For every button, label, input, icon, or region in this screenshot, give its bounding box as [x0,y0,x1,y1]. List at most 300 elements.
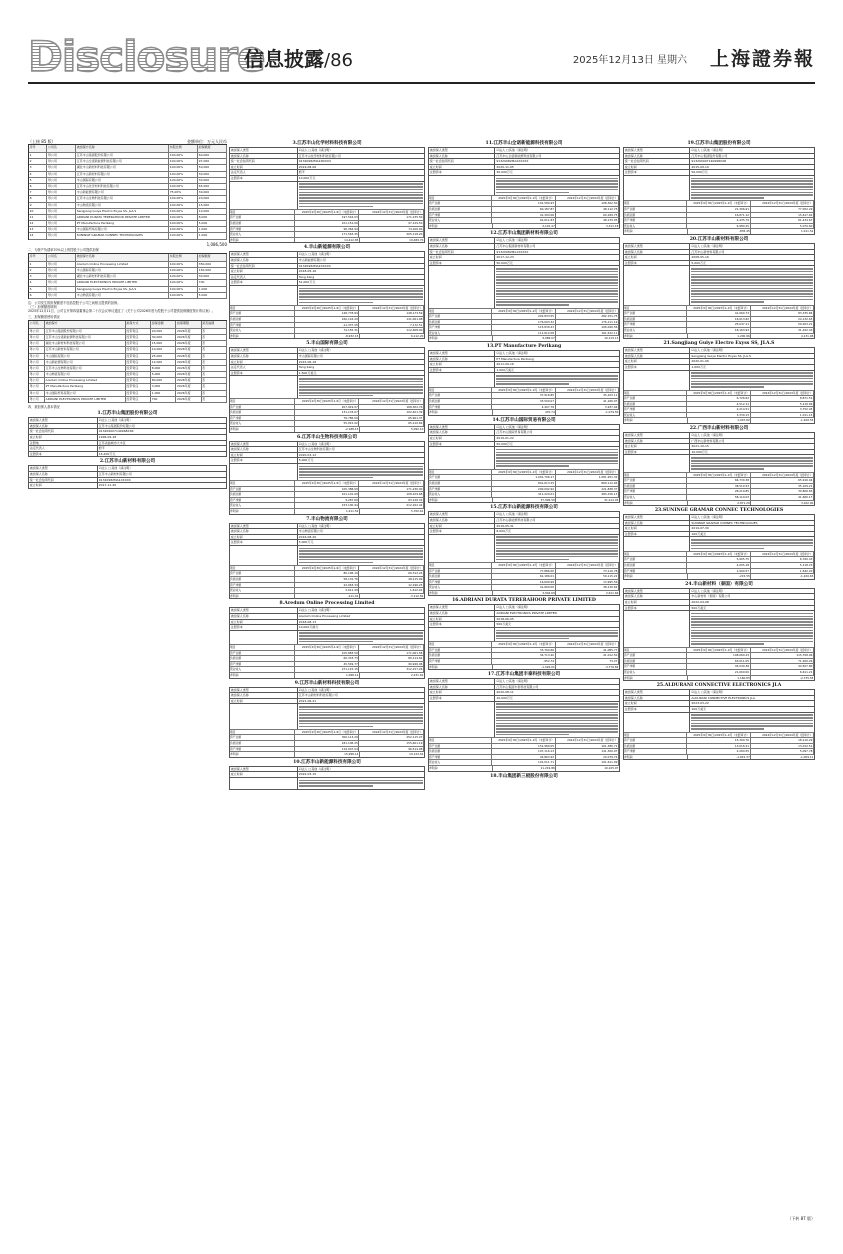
financial-cell: 5,119.06 [751,402,814,407]
financial-cell: 10,115.13 [604,336,619,341]
table-cell: 母公司 [29,341,45,346]
financial-cell: -952.74 [492,659,555,664]
financial-header-cell: 2024年12月31日/2024年度（经审计） [556,196,619,201]
table-cell: 丰山国际有限公司 [76,178,169,183]
financial-cell: 860,112.95 [556,481,619,486]
table-cell: 母公司 [47,184,76,189]
financial-header-cell: 项目 [624,733,687,738]
table-cell: 担保金额 [151,321,176,328]
table-cell: 母公司 [29,391,45,396]
info-key: 成立时间 [429,165,495,170]
financial-row [624,412,814,418]
financial-cell: 60,333.73 [295,656,360,661]
info-key [624,371,690,390]
info-value: 江苏丰山集团股份有限公司 [691,153,728,158]
financial-row [429,398,619,404]
text-line [496,268,618,270]
financial-header-cell: 2025年9月30日/2025年1-9月（未经审计） [687,733,750,738]
financial-header-cell: 2024年12月31日/2024年度（经审计） [556,388,619,393]
item-title: 4.丰山新能源有限公司 [303,245,351,251]
financial-cell: 负债总额 [429,653,492,658]
table-cell: 13 [29,227,47,232]
info-key: 注册资本 [230,371,298,376]
table-cell: 100.00% [169,209,198,214]
financial-cell: 48,133.05 [556,218,619,223]
text-line [299,381,423,383]
financial-cell: 10,124.54 [409,752,424,757]
table-cell: 1,000 [151,391,176,396]
financial-cell: 2,611.66 [605,590,619,595]
info-key [429,628,495,641]
financial-header-cell: 项目 [429,309,492,314]
financial-header-row [230,480,424,486]
financial-cell: 15,617.62 [751,213,814,218]
info-row [429,249,619,255]
business-scope-text [495,535,619,562]
financial-cell: 105,883.50 [295,651,360,656]
financial-cell: 205,118.20 [359,232,424,237]
financial-cell: 资产总额 [624,738,687,743]
text-line [299,712,423,714]
info-value: ☑法人 □其他（请注明） [691,348,725,353]
info-key: 成立时间 [29,435,98,440]
info-value: 1,500万美元 [298,370,317,375]
financial-cell: 营业收入 [429,492,492,497]
financial-cell: 营业收入 [230,503,295,508]
financial-cell: 资产总额 [429,314,492,319]
table-cell: 否 [202,354,227,359]
financial-cell: -1,079.50 [604,410,619,415]
financial-header-cell: 2025年9月30日/2025年1-9月（未经审计） [687,201,750,206]
financial-row [429,743,619,749]
financial-cell: 资产总额 [429,393,492,398]
financial-row [230,426,424,432]
text-line [299,389,423,391]
financial-header-cell: 项目 [230,481,295,486]
info-key: 被担保人名称 [624,354,690,359]
table-cell: 2026年度 [176,329,201,334]
financial-cell: -8,932.15 [295,334,360,339]
table-cell: 江苏丰山全诺新能源科技有限公司 [45,335,126,340]
info-value: 2019-07-30 [691,526,709,531]
masthead-rule [28,82,815,84]
info-row [624,147,814,153]
financial-cell: 108,109.68 [359,492,424,497]
table-cell: 连带责任 [126,378,151,383]
info-value: ☑法人 □其他（请注明） [298,687,333,692]
table-cell: 否 [202,397,227,402]
info-row [624,432,814,438]
financial-header-cell: 2024年12月31日/2024年度（经审计） [359,730,424,735]
item-title: 23.SUNINGE GRAMAR CONNEC TECHNOLOGIES [654,508,784,514]
info-row [429,424,619,430]
info-key: 注册资本 [624,450,690,455]
info-row [624,514,814,520]
financial-cell: 131,133.07 [295,410,360,415]
entity-info-table [428,350,620,416]
item-title: 8.Aredum Online Processing Limited [279,601,375,607]
text-line [496,299,618,301]
financial-cell: 73,110.78 [556,569,619,574]
info-key: 成立时间 [429,362,495,367]
business-scope-text [690,371,814,390]
info-key: 注册资本 [230,458,298,463]
business-scope-text [690,713,814,732]
financial-cell: 2,871.29 [688,501,752,506]
table-cell: 序号 [29,254,47,261]
table-cell: 14 [29,233,47,238]
table-cell: 否 [202,329,227,334]
financial-row [230,740,424,746]
info-key: 成立时间 [230,620,298,625]
financial-cell: 资产净额 [624,749,687,754]
text-line [299,384,423,386]
financial-header-row [429,387,619,393]
financial-header-row [429,195,619,201]
info-key: 成立时间 [624,701,690,706]
info-key: 注册资本 [230,280,298,285]
info-row [29,465,226,471]
info-row [230,268,424,274]
financial-row [429,759,619,765]
financial-cell: 营业收入 [429,331,492,336]
financial-row [624,212,814,218]
financial-cell: 4,005.18 [687,563,750,568]
financial-cell: 负债总额 [624,484,687,489]
text-line [496,463,618,465]
financial-row [230,486,424,492]
text-line [691,720,813,722]
info-value: 2008-05-16 [691,255,709,260]
info-key [429,266,495,307]
table-cell: 否 [202,384,227,389]
financial-cell: 负债总额 [230,410,295,415]
info-key [624,266,690,304]
info-value: 913209007140968XXR [691,159,727,164]
financial-cell: 71,200.26 [751,659,814,664]
table-cell: 75.00% [169,190,198,195]
item-title: 16.ADRIANI DURATA TERERAHOOR PRIVATE LIMITED [452,598,596,604]
financial-header-row [624,390,814,396]
financial-cell: 25,047.11 [687,322,750,327]
info-row [230,534,424,540]
text-line [496,460,618,462]
financial-cell: 63,011.05 [687,659,750,664]
table-cell: Sangjiang Guiye Electro Exyss SS, JLA.S [76,287,169,292]
info-value: 2020-03-12 [298,452,317,457]
info-value: 2019-05-31 [496,523,514,528]
financial-header-cell: 2025年9月30日/2025年1-9月（未经审计） [295,210,360,215]
info-row [429,243,619,249]
masthead [28,32,815,81]
financial-cell: 252,115.27 [359,735,424,740]
entity-info-table [229,441,425,515]
financial-cell: 65,916.04 [751,478,814,483]
financial-row [230,582,424,588]
financial-cell: 74,106.00 [359,227,424,232]
info-value: ☑法人 □其他（请注明） [496,679,530,684]
financial-row [230,226,424,232]
financial-row [624,494,814,500]
info-value: 1996-09-18 [98,435,117,439]
item-title: 5.丰山国际有限公司 [306,341,348,347]
item-title: 3.江苏丰山化学材料科技有限公司 [292,141,362,146]
info-key: 被担保人名称 [230,447,298,452]
info-row [230,766,424,772]
financial-header-cell: 2025年9月30日/2025年1-9月（未经审计） [492,196,555,201]
financial-row [624,737,814,743]
business-scope-row [429,446,619,469]
financial-row [429,409,619,415]
table-cell: 20,000 [151,329,176,334]
table-cell: 公司名 [47,254,76,261]
info-key [624,611,690,647]
financial-cell: 21,060.00 [687,670,750,675]
financial-cell: 营业收入 [624,670,687,675]
business-scope-row [230,703,424,728]
financial-row [230,409,424,415]
financial-header-row [624,200,814,206]
business-scope-text [298,631,424,644]
table-cell: 10 [29,209,47,214]
table-cell: 母公司 [47,221,76,226]
financial-cell: 115,708.06 [751,653,814,658]
financial-cell: 4,131.08 [800,333,814,338]
table-cell: 15,000 [151,341,176,346]
info-key: 注册地 [29,441,98,446]
info-row [624,249,814,255]
financial-row [230,672,424,678]
text-line [496,725,618,727]
financial-header-cell: 项目 [624,473,687,478]
info-key: 被担保人类型 [230,148,298,153]
table-cell: 连带责任 [126,347,151,352]
text-line [299,559,423,561]
info-value: ☑法人 □其他（请注明） [496,512,530,517]
info-value: 2015-06-18 [298,359,317,364]
financial-cell: 1,200.96 [688,334,752,339]
info-key [429,535,495,562]
info-value: Tang Kang [298,365,315,370]
info-key: 法定代表人 [29,446,98,451]
financial-header-row [624,551,814,557]
text-line [496,703,618,705]
item-title: 1.江苏丰山集团股份有限公司 [97,411,158,417]
table-cell: 母公司 [29,347,45,352]
info-value: ☑法人 □其他（请注明） [98,466,133,471]
financial-cell: 35,109.21 [751,484,814,489]
table-cell: 100.00% [169,215,198,220]
info-value: 江苏丰山化学材料科技有限公司 [298,153,341,158]
financial-cell: 161,380.71 [556,744,619,749]
financial-cell: 102,401.39 [359,410,424,415]
table-cell: 6 [29,184,47,189]
financial-cell: 资产净额 [230,498,295,503]
financial-cell: 资产净额 [624,489,687,494]
financial-cell: 58,132.76 [295,577,360,582]
info-row [624,689,814,695]
info-value: 50,000万元 [496,441,513,446]
text-line [496,548,618,550]
financial-cell: 38,130.62 [556,585,619,590]
info-key [624,176,690,200]
table-cell: Aredum Online Processing Limited [76,262,169,267]
text-line [691,613,813,615]
info-row [429,689,619,695]
text-line [496,285,618,287]
financial-row [429,330,619,336]
info-row [29,440,226,446]
info-key: 被担保人名称 [230,154,298,159]
financial-cell: 48,115.99 [359,577,424,582]
financial-cell: 负债总额 [230,577,295,582]
financial-cell: 资产总额 [429,569,492,574]
financial-cell: 112,608.90 [359,328,424,333]
financial-row [230,661,424,667]
info-key: 被担保人类型 [624,690,690,695]
business-scope-row [230,630,424,644]
table-cell: 连带责任 [126,360,151,365]
financial-cell: -1,026.01 [493,665,557,670]
item-title: 7.丰山物流有限公司 [306,516,348,522]
table-cell: 丰山国际有限公司 [45,354,126,359]
entity-info-table [229,251,425,339]
table-cell: 持股比例 [169,145,198,152]
info-key: 统一社会信用代码 [29,478,98,483]
table-header-row [29,145,227,153]
info-row [624,353,814,359]
table-cell: 母公司 [47,287,76,292]
table-cell: ADRIANI DURATA TERERAHOOR PRIVATE LIMITED [76,215,169,220]
financial-cell: 2,231.62 [410,673,424,678]
table-cell: 2 [29,159,47,164]
financial-row [230,316,424,322]
info-row [230,164,424,170]
financial-cell: 90,946.96 [359,662,424,667]
table-cell: 150,000 [198,268,227,273]
financial-cell: 5,070.60 [751,224,814,229]
table-cell: 担保额度 [198,145,227,152]
info-key [624,455,690,471]
note-paragraph: 2025年12月11日，公司召开第四届董事会第二十次会议审议通过了《关于公司2026年度为控股子公司提供担保额度预计的议案》。 [28,309,215,314]
table-cell: 母公司 [47,159,76,164]
financial-row [429,754,619,760]
financial-row [429,404,619,410]
financial-header-row [624,472,814,478]
entity-info-table [623,347,815,424]
table-cell: SUNINGE GRAMAR CONNEC TECHNOLOGIES [76,233,169,238]
financial-cell: 3,611.49 [295,588,360,593]
info-key: 被担保人类型 [429,605,495,610]
financial-row [624,327,814,333]
info-value: 5,000万元 [691,260,706,265]
financial-cell: 13,995.56 [556,580,619,585]
info-value: ☑法人 □其他（请注明） [298,608,333,613]
info-key: 注册资本 [230,625,298,630]
table-cell: 母公司 [47,190,76,195]
financial-header-cell: 项目 [230,306,295,311]
table-cell: 65,000 [198,184,227,189]
table-row [29,397,227,403]
text-line [496,378,618,380]
financial-header-row [429,562,619,568]
financial-cell: 108,060.43 [687,653,750,658]
text-line [496,381,618,383]
table-cell: 100.00% [169,159,198,164]
text-line [496,706,618,708]
table-cell: 15,000 [198,203,227,208]
info-key: 注册资本 [29,452,98,457]
text-line [299,203,423,205]
financial-cell: 资产净额 [429,580,492,585]
table-cell: 3 [29,165,47,170]
financial-cell: 资产净额 [230,662,295,667]
text-line [496,279,618,281]
text-line [691,178,813,180]
section-title [244,46,353,74]
financial-cell: 净利润 [429,224,493,229]
info-row [230,347,424,353]
info-row [230,364,424,370]
table-cell: 8 [29,196,47,201]
business-scope-text [495,628,619,641]
item-title: 21.Sangjiang Guiye Electro Exyss SS, JLA.S [663,341,775,347]
info-row [230,147,424,153]
financial-row [429,590,619,596]
text-line [496,183,618,185]
guarantee-table-2 [28,253,227,299]
entity-info-table [428,424,620,504]
info-key: 被担保人类型 [429,425,495,430]
item-title: 24.丰山新材料（泰国）有限公司 [685,581,753,587]
text-line [496,274,618,276]
financial-cell: 负债总额 [429,749,492,754]
info-value: ☑法人 □其他（请注明） [298,441,333,446]
table-cell: 公司名 [47,145,76,152]
text-line [691,465,813,467]
info-value: ADRIANI ELECTRONICS PRIVATE LIMITED [496,611,557,616]
table-cell: 2026年度 [176,384,201,389]
info-key [230,704,298,728]
financial-row [230,746,424,752]
financial-cell: 45,049.38 [687,664,750,669]
info-key [230,464,298,480]
text-line [299,296,423,298]
financial-cell: 41,660.17 [751,495,814,500]
financial-row [624,675,814,681]
financial-cell: 负债总额 [429,399,492,404]
info-value: 2015-09-10 [691,164,709,169]
table-cell: 30,000 [198,172,227,177]
info-row [429,164,619,170]
financial-cell: 33,760.66 [492,648,555,653]
info-row [429,517,619,523]
info-value: 50,000万元 [496,260,513,265]
table-cell: 母公司 [29,384,45,389]
table-cell: 母公司 [47,209,76,214]
info-row [429,356,619,362]
financial-cell: 资产净额 [624,407,687,412]
financial-cell: 61,434.67 [751,218,814,223]
financial-cell: 净利润 [624,755,688,760]
financial-header-row [230,729,424,735]
financial-row [230,214,424,220]
info-value: 江苏省盐城市大丰区 [98,440,126,445]
financial-cell: 资产净额 [429,325,492,330]
table-cell: 是否逾期 [202,321,227,328]
financial-cell: -215.55 [688,574,752,579]
business-scope-text [495,447,619,469]
